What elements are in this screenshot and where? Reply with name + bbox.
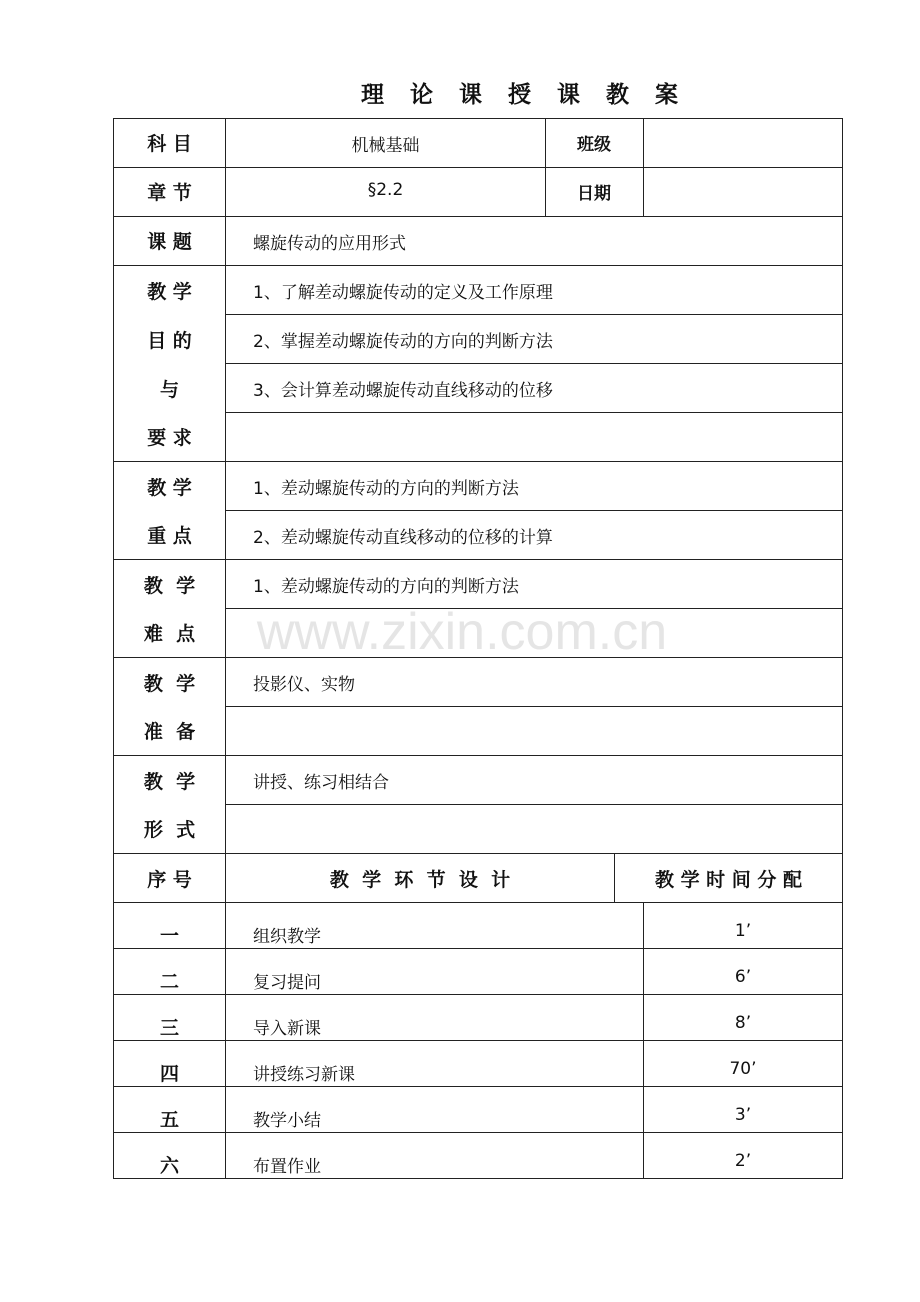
row-divider	[113, 948, 843, 949]
date-label: 日期	[577, 184, 611, 204]
row-divider	[226, 412, 843, 413]
schedule-seq: 二	[159, 971, 179, 993]
schedule-design-header: 教 学 环 节 设 计	[329, 869, 511, 891]
objective-item: 2、掌握差动螺旋传动的方向的判断方法	[253, 332, 553, 352]
schedule-step: 导入新课	[253, 1019, 321, 1039]
topic-value: 螺旋传动的应用形式	[253, 234, 406, 254]
row-divider	[113, 755, 843, 756]
col-divider	[643, 118, 644, 217]
row-divider	[226, 804, 843, 805]
key-point-item: 1、差动螺旋传动的方向的判断方法	[253, 479, 519, 499]
subject-label: 科 目	[147, 133, 192, 155]
row-divider	[113, 902, 843, 903]
key-points-label-line: 教 学	[147, 477, 192, 499]
row-divider	[226, 706, 843, 707]
schedule-step: 讲授练习新课	[253, 1065, 355, 1085]
watermark: www.zixin.com.cn	[256, 603, 668, 661]
schedule-seq: 一	[159, 925, 179, 947]
class-label: 班级	[577, 135, 611, 155]
table-border-right	[842, 118, 843, 1179]
schedule-seq: 六	[159, 1155, 179, 1177]
subject-value: 机械基础	[351, 136, 420, 156]
row-divider	[226, 363, 843, 364]
table-border-bottom	[113, 1178, 843, 1179]
difficulties-label-line: 难 点	[143, 623, 196, 645]
row-divider	[113, 216, 843, 217]
schedule-seq: 三	[159, 1017, 179, 1039]
row-divider	[113, 994, 843, 995]
schedule-seq: 五	[159, 1109, 179, 1131]
row-divider	[113, 853, 843, 854]
row-divider	[113, 461, 843, 462]
schedule-time-header: 教 学 时 间 分 配	[654, 869, 803, 891]
preparation-label-line: 准 备	[143, 721, 196, 743]
preparation-label-line: 教 学	[143, 673, 196, 695]
col-divider	[643, 902, 644, 1179]
table-border-top	[113, 118, 843, 119]
row-divider	[226, 510, 843, 511]
objectives-label-line: 教 学	[147, 281, 192, 303]
row-divider	[113, 1132, 843, 1133]
row-divider	[113, 559, 843, 560]
key-points-label-line: 重 点	[147, 525, 192, 547]
key-point-item: 2、差动螺旋传动直线移动的位移的计算	[253, 528, 553, 548]
schedule-step: 布置作业	[253, 1157, 321, 1177]
difficulty-item: 1、差动螺旋传动的方向的判断方法	[253, 577, 519, 597]
objectives-label-line: 要 求	[147, 427, 192, 449]
page-title: 理 论 课 授 课 教 案	[360, 82, 688, 108]
schedule-seq-header: 序 号	[147, 869, 192, 891]
objectives-label-line: 目 的	[147, 330, 192, 352]
schedule-seq: 四	[159, 1063, 179, 1085]
form-label-line: 教 学	[143, 771, 196, 793]
form-label-line: 形 式	[143, 819, 196, 841]
schedule-time: 8’	[734, 1013, 752, 1033]
schedule-time: 70’	[729, 1059, 757, 1079]
difficulties-label-line: 教 学	[143, 575, 196, 597]
row-divider	[113, 1040, 843, 1041]
schedule-time: 2’	[734, 1151, 752, 1171]
schedule-step: 组织教学	[253, 927, 321, 947]
topic-label: 课 题	[147, 231, 192, 253]
schedule-time: 3’	[734, 1105, 752, 1125]
schedule-time: 1’	[734, 921, 752, 941]
row-divider	[113, 167, 843, 168]
chapter-value: §2.2	[367, 180, 404, 200]
schedule-step: 复习提问	[253, 973, 321, 993]
chapter-label: 章 节	[147, 182, 192, 204]
objective-item: 1、了解差动螺旋传动的定义及工作原理	[253, 283, 553, 303]
objective-item: 3、会计算差动螺旋传动直线移动的位移	[253, 381, 553, 401]
preparation-item: 投影仪、实物	[253, 675, 355, 695]
row-divider	[226, 314, 843, 315]
row-divider	[113, 265, 843, 266]
row-divider	[113, 1086, 843, 1087]
objectives-label-line: 与	[159, 379, 179, 401]
schedule-time: 6’	[734, 967, 752, 987]
form-item: 讲授、练习相结合	[253, 773, 389, 793]
schedule-step: 教学小结	[253, 1111, 321, 1131]
